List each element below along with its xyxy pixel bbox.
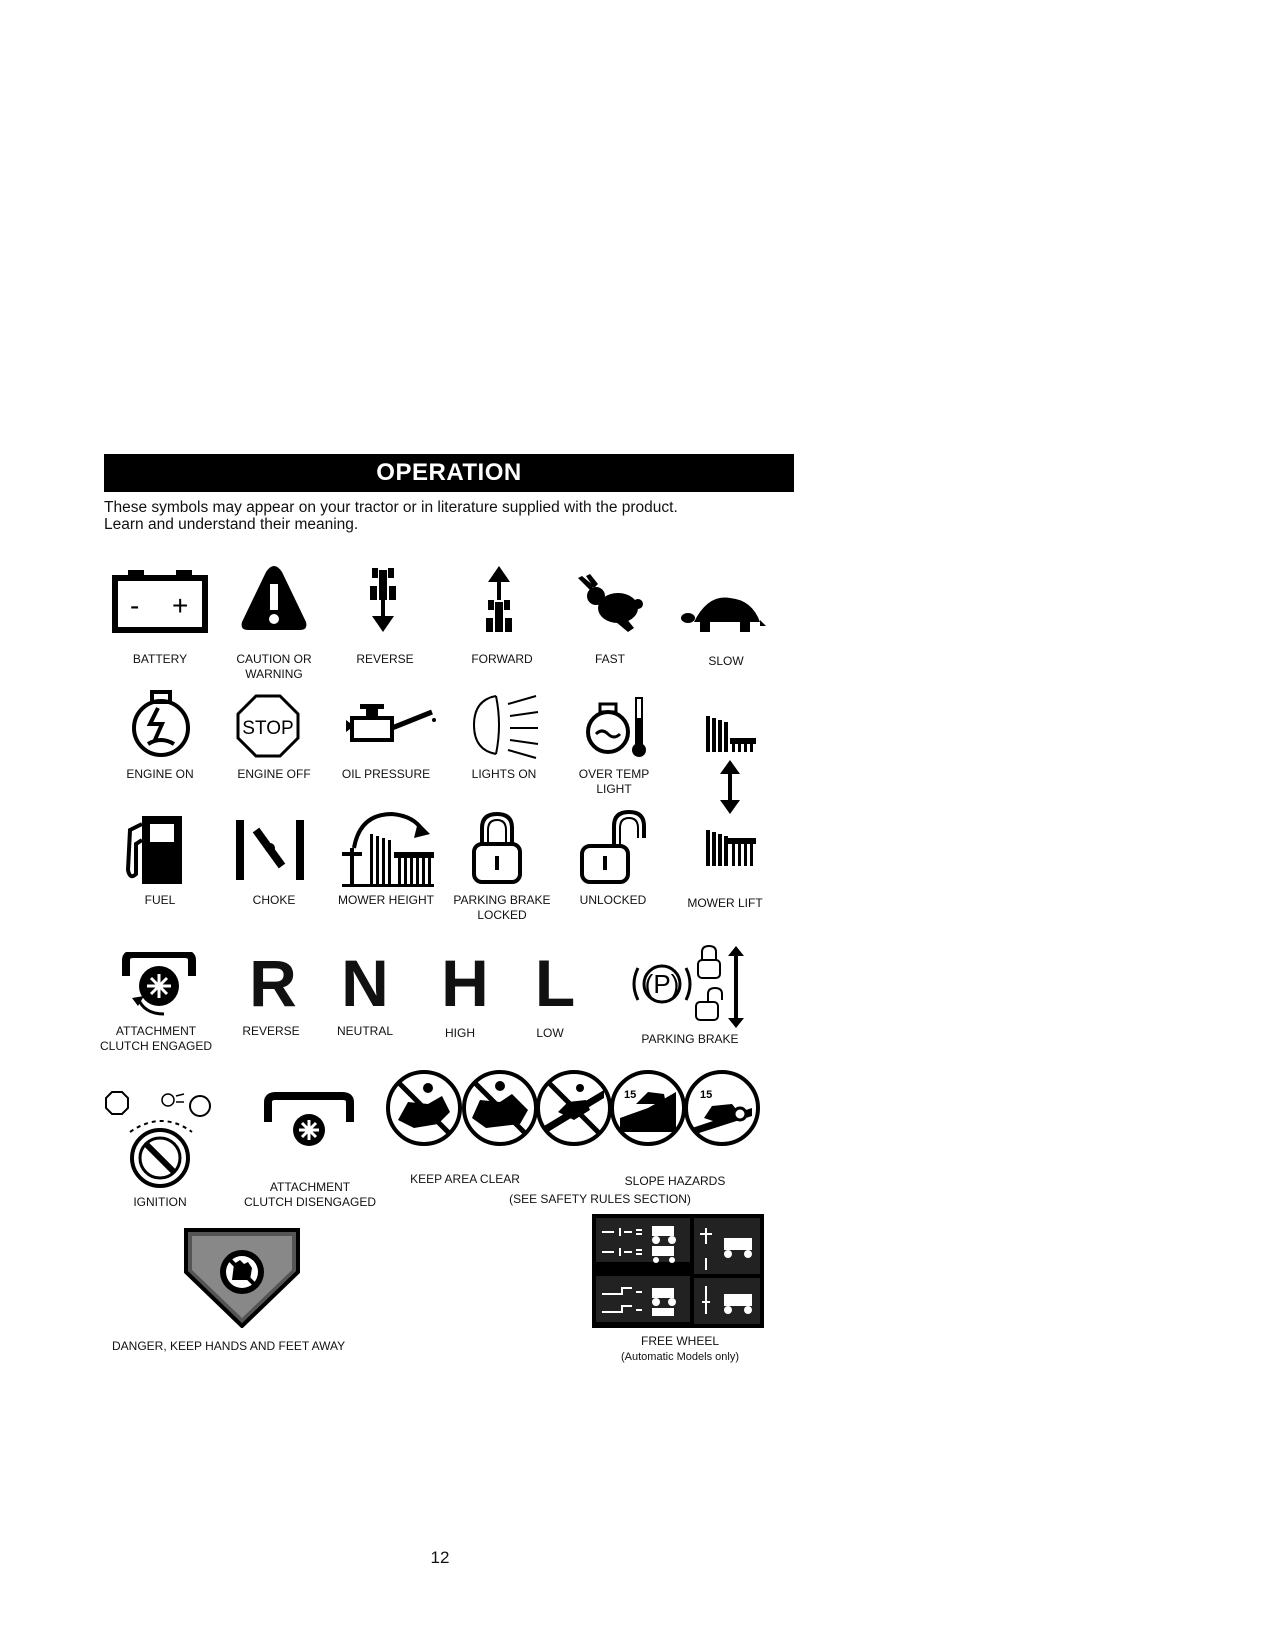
label-fuel: FUEL xyxy=(144,893,176,907)
headlight-icon xyxy=(466,690,542,760)
engine-on-icon xyxy=(128,688,194,758)
choke-icon xyxy=(232,814,308,884)
battery-plus-sign: + xyxy=(172,590,189,621)
label-lights-on: LIGHTS ON xyxy=(471,767,537,781)
over-temp-icon xyxy=(584,694,650,760)
reverse-icon xyxy=(368,566,398,636)
up-down-arrow-icon xyxy=(718,760,742,814)
label-gear-high: HIGH xyxy=(445,1026,475,1040)
stop-sign-icon xyxy=(236,694,300,758)
label-see-safety-rules: (SEE SAFETY RULES SECTION) xyxy=(509,1192,691,1206)
label-danger: DANGER, KEEP HANDS AND FEET AWAY xyxy=(112,1339,346,1353)
park-symbol-text: (P) xyxy=(644,969,680,999)
ignition-switch-icon xyxy=(104,1090,214,1194)
mower-deck-lowered-icon xyxy=(704,828,758,868)
label-attachment-engaged-line2: CLUTCH ENGAGED xyxy=(100,1039,213,1053)
label-caution-line2: WARNING xyxy=(245,667,303,681)
label-attachment-engaged-line1: ATTACHMENT xyxy=(115,1024,197,1038)
attachment-clutch-disengaged-icon xyxy=(264,1092,354,1154)
label-attachment-disengaged-line2: CLUTCH DISENGAGED xyxy=(243,1195,377,1209)
label-free-wheel-note: (Automatic Models only) xyxy=(621,1351,739,1363)
oil-can-icon xyxy=(344,702,438,748)
danger-hands-feet-decal xyxy=(182,1228,302,1328)
forward-icon xyxy=(484,566,514,636)
slope-hazard-icon-2 xyxy=(608,1068,688,1148)
label-oil-pressure: OIL PRESSURE xyxy=(341,767,431,781)
section-header xyxy=(104,454,794,492)
stop-sign-text: STOP xyxy=(242,718,294,739)
gear-letter-high: H xyxy=(441,946,489,1020)
parking-brake-icon xyxy=(630,944,750,1030)
rabbit-fast-icon xyxy=(576,574,648,634)
slope-hazard-icon-3 xyxy=(682,1068,762,1148)
free-wheel-decal xyxy=(592,1214,764,1328)
slope-hazard-icon-1 xyxy=(534,1068,614,1148)
label-ignition: IGNITION xyxy=(133,1195,187,1209)
intro-text xyxy=(104,499,794,533)
label-forward-arrow: FORWARD xyxy=(471,652,533,666)
gear-letter-neutral: N xyxy=(341,946,389,1020)
attachment-clutch-engaged-icon xyxy=(122,952,196,1022)
label-parking-brake-symbol: PARKING BRAKE xyxy=(641,1032,739,1046)
label-keep-area-clear: KEEP AREA CLEAR xyxy=(410,1172,520,1186)
label-reverse-arrow: REVERSE xyxy=(356,652,414,666)
label-slow: SLOW xyxy=(708,654,744,668)
intro-line-2: Learn and understand their meaning. xyxy=(104,516,359,533)
label-parking-brake-line2: LOCKED xyxy=(477,908,527,922)
gear-letter-low: L xyxy=(534,946,576,1020)
label-parking-brake-line1: PARKING BRAKE xyxy=(453,893,551,907)
label-slope-hazards: SLOPE HAZARDS xyxy=(624,1174,726,1188)
intro-line-1: These symbols may appear on your tractor or in literature supplied with the product. xyxy=(104,499,678,516)
slope-angle-text-2: 15 xyxy=(700,1089,713,1101)
label-free-wheel: FREE WHEEL xyxy=(640,1334,719,1348)
label-caution-line1: CAUTION OR xyxy=(236,652,312,666)
padlock-locked-icon xyxy=(470,810,524,886)
keep-area-clear-icon-1 xyxy=(384,1068,464,1148)
label-over-temp-line2: LIGHT xyxy=(596,782,632,796)
turtle-slow-icon xyxy=(680,592,766,640)
section-title: OPERATION xyxy=(376,459,522,486)
label-gear-neutral: NEUTRAL xyxy=(336,1024,393,1038)
label-attachment-disengaged-line1: ATTACHMENT xyxy=(269,1180,351,1194)
battery-minus-sign: - xyxy=(130,590,140,621)
mower-height-icon xyxy=(340,808,436,888)
label-unlocked: UNLOCKED xyxy=(579,893,647,907)
page-number: 12 xyxy=(430,1548,450,1567)
battery-icon xyxy=(112,568,208,634)
label-engine-on: ENGINE ON xyxy=(126,767,194,781)
label-mower-lift: MOWER LIFT xyxy=(687,896,763,910)
label-over-temp-line1: OVER TEMP xyxy=(578,767,650,781)
label-gear-reverse: REVERSE xyxy=(242,1024,300,1038)
label-mower-height: MOWER HEIGHT xyxy=(338,893,434,907)
label-gear-low: LOW xyxy=(536,1026,564,1040)
label-choke: CHOKE xyxy=(252,893,296,907)
label-battery: BATTERY xyxy=(132,652,188,666)
slope-angle-text-1: 15 xyxy=(624,1089,637,1101)
keep-area-clear-icon-2 xyxy=(460,1068,540,1148)
caution-warning-icon xyxy=(238,562,310,634)
padlock-unlocked-icon xyxy=(578,808,652,886)
mower-deck-raised-icon xyxy=(704,714,758,754)
gear-letter-reverse: R xyxy=(249,946,297,1020)
label-engine-off: ENGINE OFF xyxy=(237,767,311,781)
fuel-pump-icon xyxy=(122,814,186,886)
label-fast: FAST xyxy=(594,652,625,666)
